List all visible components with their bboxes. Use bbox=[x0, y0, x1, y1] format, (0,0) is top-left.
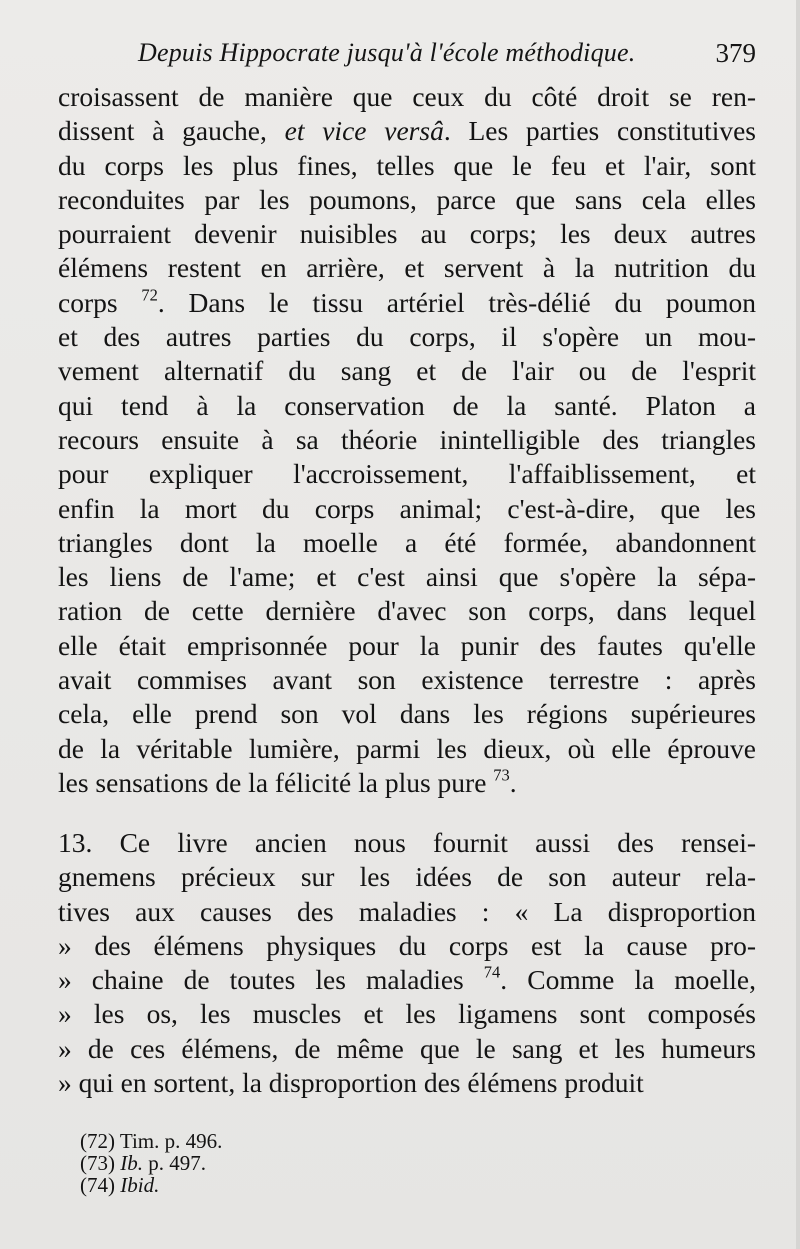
footnote-mark: (73) bbox=[80, 1151, 115, 1175]
footnote-ref: 74 bbox=[483, 962, 501, 982]
text-line: ration de cette dernière d'avec son corps, dans lequel bbox=[58, 595, 756, 627]
line-text: . Les parties constitutives bbox=[443, 115, 757, 147]
text-line: du corps les plus fines, telles que le feu et l'air, sont bbox=[58, 149, 756, 181]
text-line: » les os, les muscles et les ligamens sont composés bbox=[58, 998, 756, 1030]
page-number: 379 bbox=[715, 38, 756, 68]
line-text: » chaine de toutes les maladies bbox=[58, 964, 484, 996]
running-header bbox=[120, 38, 760, 78]
text-line: tives aux causes des maladies : « La disproportion bbox=[58, 895, 756, 927]
text-line: triangles dont la moelle a été formée, abandonnent bbox=[58, 526, 756, 558]
text-line: » des élémens physiques du corps est la cause pro- bbox=[58, 929, 756, 961]
text-line: elle était emprisonnée pour la punir des fautes qu'elle bbox=[58, 629, 756, 661]
footnote bbox=[80, 1130, 222, 1152]
text-line bbox=[58, 766, 756, 800]
page-edge bbox=[796, 0, 800, 1249]
footnotes bbox=[80, 1130, 222, 1196]
text-line: reconduites par les poumons, parce que sans cela elles bbox=[58, 183, 756, 215]
footnote bbox=[80, 1174, 222, 1196]
text-line: avait commises avant son existence terrestre : après bbox=[58, 664, 756, 696]
footnote-mark: (74) bbox=[80, 1173, 115, 1197]
text-line: pour expliquer l'accroissement, l'affaiblissement, et bbox=[58, 458, 756, 490]
footnote-italic: Ibid. bbox=[120, 1173, 160, 1197]
text-line: les liens de l'ame; et c'est ainsi que s'opère la sépa- bbox=[58, 561, 756, 593]
paragraph-2 bbox=[58, 826, 756, 1100]
text-line bbox=[58, 114, 756, 148]
text-line: enfin la mort du corps animal; c'est-à-dire, que les bbox=[58, 492, 756, 524]
footnote-italic: Ib. bbox=[120, 1151, 143, 1175]
text-line: élémens restent en arrière, et servent à la nutrition du bbox=[58, 252, 756, 284]
footnote-text: p. 497. bbox=[143, 1151, 206, 1175]
text-line: qui tend à la conservation de la santé. Platon a bbox=[58, 389, 756, 421]
text-line: de la véritable lumière, parmi les dieux, où elle éprouve bbox=[58, 732, 756, 764]
text-line: gnemens précieux sur les idées de son auteur rela- bbox=[58, 861, 756, 893]
line-text: . Dans le tissu artériel très-délié du poumon bbox=[157, 286, 756, 318]
text-line: » de ces élémens, de même que le sang et les humeurs bbox=[58, 1032, 756, 1064]
text-line bbox=[58, 963, 756, 997]
footnote bbox=[80, 1152, 222, 1174]
text-line: 13. Ce livre ancien nous fournit aussi des rensei- bbox=[58, 827, 756, 858]
text-line: croisassent de manière que ceux du côté droit se ren- bbox=[58, 81, 756, 112]
line-text: dissent à gauche, bbox=[58, 115, 285, 147]
line-text: corps bbox=[58, 286, 142, 318]
footnote-ref: 72 bbox=[141, 285, 158, 305]
line-text: les sensations de la félicité la plus pure bbox=[58, 766, 494, 798]
text-line bbox=[58, 286, 756, 320]
text-line: et des autres parties du corps, il s'opère un mou- bbox=[58, 321, 756, 353]
footnote-text: Tim. p. 496. bbox=[115, 1129, 223, 1153]
text-line: » qui en sortent, la disproportion des élémens produit bbox=[58, 1067, 644, 1099]
italic-phrase: et vice versâ bbox=[284, 115, 444, 147]
line-text: . Comme la moelle, bbox=[500, 964, 756, 996]
footnote-mark: (72) bbox=[80, 1129, 115, 1153]
line-text: . bbox=[509, 766, 517, 798]
paragraph-1 bbox=[58, 80, 756, 800]
text-line: recours ensuite à sa théorie inintelligible des triangles bbox=[58, 423, 756, 455]
text-line: cela, elle prend son vol dans les régions supérieures bbox=[58, 698, 756, 730]
footnote-ref: 73 bbox=[493, 765, 510, 785]
text-line: pourraient devenir nuisibles au corps; les deux autres bbox=[58, 218, 756, 250]
text-line: vement alternatif du sang et de l'air ou de l'esprit bbox=[58, 355, 756, 387]
running-title: Depuis Hippocrate jusqu'à l'école méthodique. bbox=[138, 38, 636, 67]
